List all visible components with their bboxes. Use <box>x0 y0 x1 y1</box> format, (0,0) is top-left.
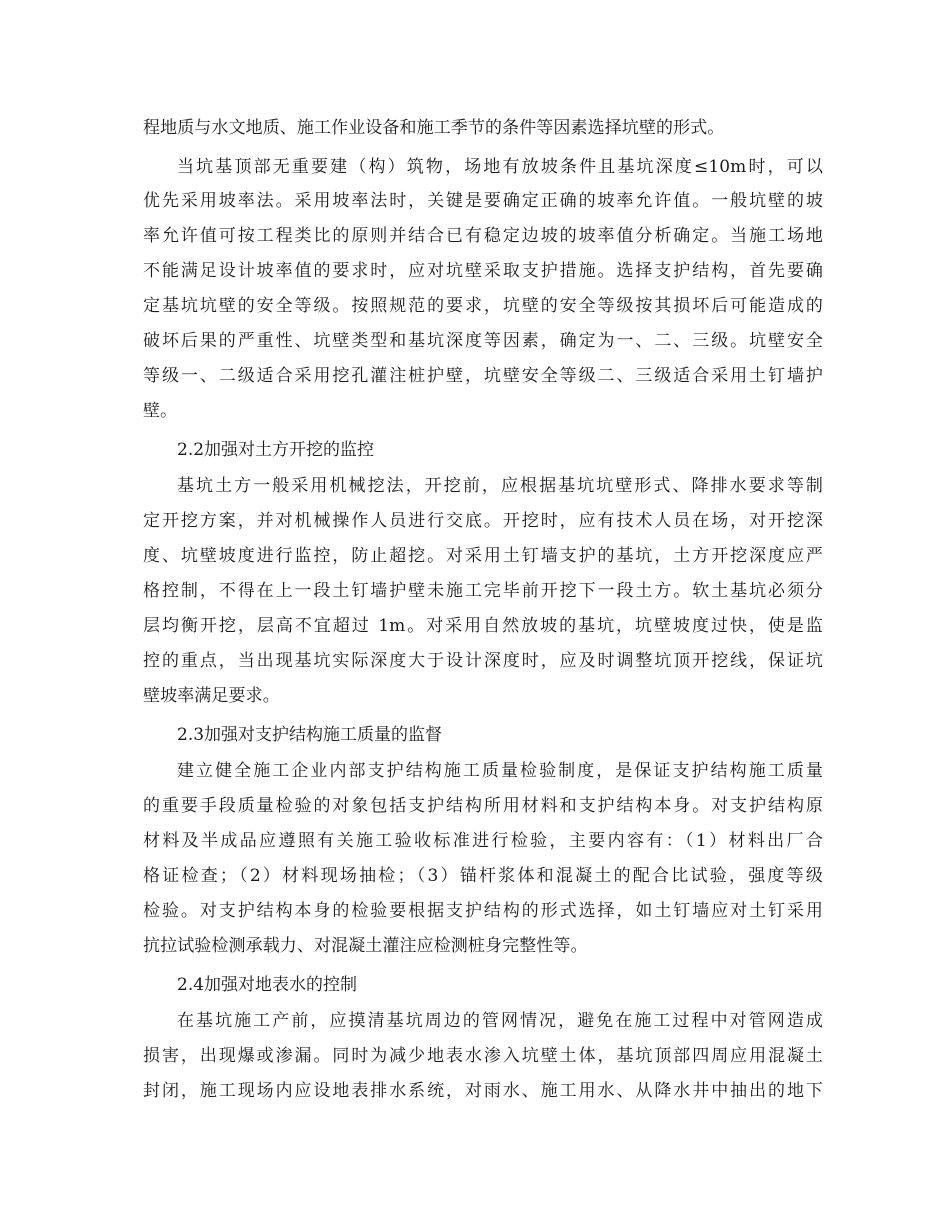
paragraph-line: 当坑基顶部无重要建（构）筑物，场地有放坡条件且基坑深度≤10m时，可以 <box>177 157 823 177</box>
paragraph-line: 基坑土方一般采用机械挖法，开挖前，应根据基坑坑壁形式、降排水要求等制 <box>177 476 823 496</box>
paragraph-line: 建立健全施工企业内部支护结构施工质量检验制度，是保证支护结构施工质量 <box>177 761 823 781</box>
paragraph-line: 格控制，不得在上一段土钉墙护壁未施工完毕前开挖下一段土方。软土基坑必须分 <box>143 581 823 601</box>
paragraph-line: 定开挖方案，并对机械操作人员进行交底。开挖时，应有技术人员在场，对开挖深 <box>143 511 823 531</box>
section-heading: 2.4加强对地表水的控制 <box>177 975 358 995</box>
paragraph-line: 抗拉试验检测承载力、对混凝土灌注应检测桩身完整性等。 <box>143 936 588 956</box>
paragraph-line: 的重要手段质量检验的对象包括支护结构所用材料和支护结构本身。对支护结构原 <box>143 796 823 816</box>
paragraph-line: 不能满足设计坡率值的要求时，应对坑壁采取支护措施。选择支护结构，首先要确 <box>143 261 823 281</box>
paragraph-line: 壁坡率满足要求。 <box>143 686 280 706</box>
paragraph-line: 检验。对支护结构本身的检验要根据支护结构的形式选择，如土钉墙应对土钉采用 <box>143 901 823 921</box>
paragraph-line: 材料及半成品应遵照有关施工验收标准进行检验，主要内容有：（1）材料出厂合 <box>143 831 823 851</box>
paragraph-line: 定基坑坑壁的安全等级。按照规范的要求，坑壁的安全等级按其损坏后可能造成的 <box>143 296 823 316</box>
paragraph-line: 在基坑施工产前，应摸清基坑周边的管网情况，避免在施工过程中对管网造成 <box>177 1011 823 1031</box>
paragraph-line: 控的重点，当出现基坑实际深度大于设计深度时，应及时调整坑顶开挖线，保证坑 <box>143 651 823 671</box>
paragraph-line: 等级一、二级适合采用挖孔灌注桩护壁，坑壁安全等级二、三级适合采用土钉墙护 <box>143 366 823 386</box>
paragraph-line: 率允许值可按工程类比的原则并结合已有稳定边坡的坡率值分析确定。当施工场地 <box>143 226 823 246</box>
paragraph-line: 度、坑壁坡度进行监控，防止超挖。对采用土钉墙支护的基坑，土方开挖深度应严 <box>143 546 823 566</box>
section-heading: 2.3加强对支护结构施工质量的监督 <box>177 725 443 745</box>
paragraph-line: 封闭，施工现场内应设地表排水系统，对雨水、施工用水、从降水井中抽出的地下 <box>143 1081 823 1101</box>
paragraph-line: 程地质与水文地质、施工作业设备和施工季节的条件等因素选择坑壁的形式。 <box>143 118 725 138</box>
paragraph-line: 损害，出现爆或渗漏。同时为减少地表水渗入坑壁土体，基坑顶部四周应用混凝土 <box>143 1046 823 1066</box>
paragraph-line: 优先采用坡率法。采用坡率法时，关键是要确定正确的坡率允许值。一般坑壁的坡 <box>143 191 823 211</box>
paragraph-line: 破坏后果的严重性、坑壁类型和基坑深度等因素，确定为一、二、三级。坑壁安全 <box>143 331 823 351</box>
paragraph-line: 壁。 <box>143 401 178 421</box>
paragraph-line: 格证检查；（2）材料现场抽检；（3）锚杆浆体和混凝土的配合比试验，强度等级 <box>143 866 823 886</box>
paragraph-line: 层均衡开挖，层高不宜超过 1m。对采用自然放坡的基坑，坑壁坡度过快，使是监 <box>143 616 823 636</box>
section-heading: 2.2加强对土方开挖的监控 <box>177 440 375 460</box>
